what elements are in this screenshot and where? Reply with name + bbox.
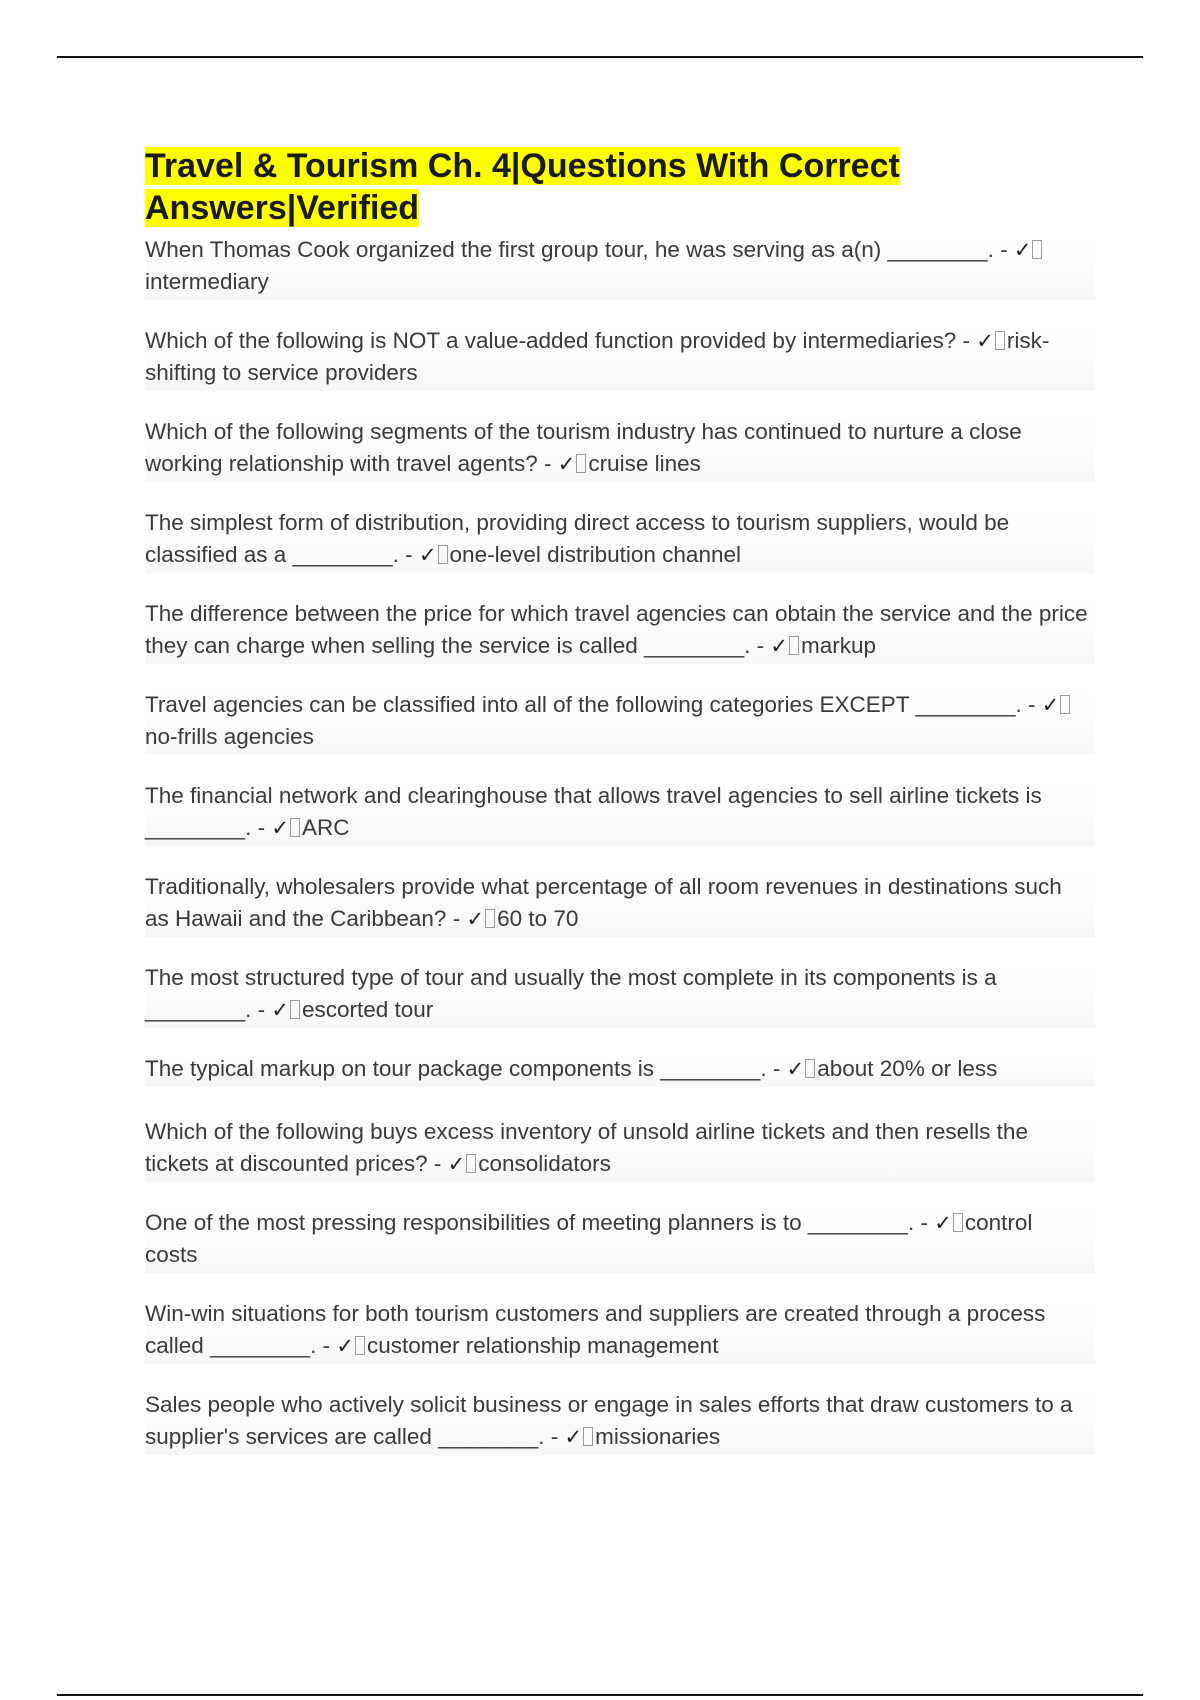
answer-text: customer relationship management: [367, 1333, 719, 1358]
answer-text: markup: [800, 633, 877, 658]
missing-glyph-box-icon: [438, 545, 448, 564]
question-text: The simplest form of distribution, providing direct access to tourism suppliers, would be classified as a ________. -: [145, 510, 1010, 567]
missing-glyph-box-icon: [995, 331, 1005, 350]
missing-glyph-box-icon: [1032, 240, 1042, 259]
check-icon: ✓: [336, 1334, 355, 1358]
question-text: Sales people who actively solicit business or engage in sales efforts that draw customers to a supplier's services are called ________. -: [145, 1392, 1073, 1449]
qa-item: [145, 324, 1095, 391]
answer-text: escorted tour: [301, 997, 434, 1022]
question-text: Travel agencies can be classified into all of the following categories EXCEPT ________. -: [145, 692, 1042, 717]
document-body: [145, 145, 1095, 1479]
missing-glyph-box-icon: [355, 1336, 365, 1355]
question-text: When Thomas Cook organized the first group tour, he was serving as a(n) ________. -: [145, 237, 1014, 262]
answer-text: no-frills agencies: [145, 724, 314, 749]
qa-item: [145, 688, 1095, 755]
check-icon: ✓: [447, 1152, 466, 1176]
question-text: Traditionally, wholesalers provide what percentage of all room revenues in destinations such as Hawaii and the Caribbean? -: [145, 874, 1062, 931]
check-icon: ✓: [271, 998, 289, 1022]
answer-text: cruise lines: [588, 451, 701, 476]
qa-item: [145, 1297, 1095, 1364]
check-icon: ✓: [557, 452, 576, 476]
check-icon: ✓: [1013, 238, 1032, 262]
qa-item: [145, 597, 1095, 664]
missing-glyph-box-icon: [805, 1059, 815, 1078]
answer-text: ARC: [301, 815, 350, 840]
question-text: Which of the following buys excess inventory of unsold airline tickets and then resells the tickets at discounted prices? -: [145, 1119, 1028, 1176]
check-icon: ✓: [934, 1211, 952, 1235]
answer-text: control costs: [145, 1210, 1033, 1267]
check-icon: ✓: [271, 816, 289, 840]
missing-glyph-box-icon: [953, 1213, 963, 1232]
missing-glyph-box-icon: [466, 1154, 476, 1173]
check-icon: ✓: [976, 329, 994, 353]
check-icon: ✓: [418, 543, 437, 567]
check-icon: ✓: [786, 1057, 805, 1081]
qa-item: [145, 1052, 1095, 1087]
qa-item: [145, 506, 1095, 573]
check-icon: ✓: [770, 634, 788, 658]
question-text: Win-win situations for both tourism customers and suppliers are created through a process called ________. -: [145, 1301, 1046, 1358]
missing-glyph-box-icon: [290, 818, 300, 837]
question-text: The typical markup on tour package components is ________. -: [145, 1056, 787, 1081]
answer-text: consolidators: [478, 1151, 611, 1176]
question-text: Which of the following is NOT a value-added function provided by intermediaries? -: [145, 328, 977, 353]
question-text: The most structured type of tour and usually the most complete in its components is a ________. -: [145, 965, 997, 1022]
document-title: [145, 145, 1095, 229]
check-icon: ✓: [1041, 693, 1060, 717]
missing-glyph-box-icon: [576, 454, 586, 473]
answer-text: missionaries: [595, 1424, 721, 1449]
qa-item: [145, 1206, 1095, 1273]
missing-glyph-box-icon: [583, 1427, 593, 1446]
question-text: Which of the following segments of the tourism industry has continued to nurture a close working relationship with travel agents? -: [145, 419, 1022, 476]
qa-item: [145, 870, 1095, 937]
answer-text: risk-shifting to service providers: [145, 328, 1050, 385]
check-icon: ✓: [466, 907, 485, 931]
answer-text: intermediary: [145, 269, 269, 294]
qa-item: [145, 233, 1095, 300]
bottom-divider: [57, 1694, 1143, 1696]
missing-glyph-box-icon: [789, 636, 799, 655]
missing-glyph-box-icon: [290, 1000, 300, 1019]
qa-item: [145, 415, 1095, 482]
qa-list: [145, 233, 1095, 1455]
question-text: The financial network and clearinghouse that allows travel agencies to sell airline tickets is ________. -: [145, 783, 1042, 840]
top-divider: [57, 56, 1143, 58]
question-text: One of the most pressing responsibilities of meeting planners is to ________. -: [145, 1210, 935, 1235]
missing-glyph-box-icon: [1060, 695, 1070, 714]
document-title-highlight: Travel & Tourism Ch. 4|Questions With Correct Answers|Verified: [145, 147, 900, 227]
missing-glyph-box-icon: [485, 909, 495, 928]
question-text: The difference between the price for which travel agencies can obtain the service and the price they can charge when selling the service is called ________. -: [145, 601, 1088, 658]
qa-item: [145, 1115, 1095, 1182]
answer-text: about 20% or less: [817, 1056, 998, 1081]
answer-text: one-level distribution channel: [449, 542, 741, 567]
check-icon: ✓: [564, 1425, 583, 1449]
qa-item: [145, 1388, 1095, 1455]
qa-item: [145, 779, 1095, 846]
answer-text: 60 to 70: [497, 906, 579, 931]
qa-item: [145, 961, 1095, 1028]
